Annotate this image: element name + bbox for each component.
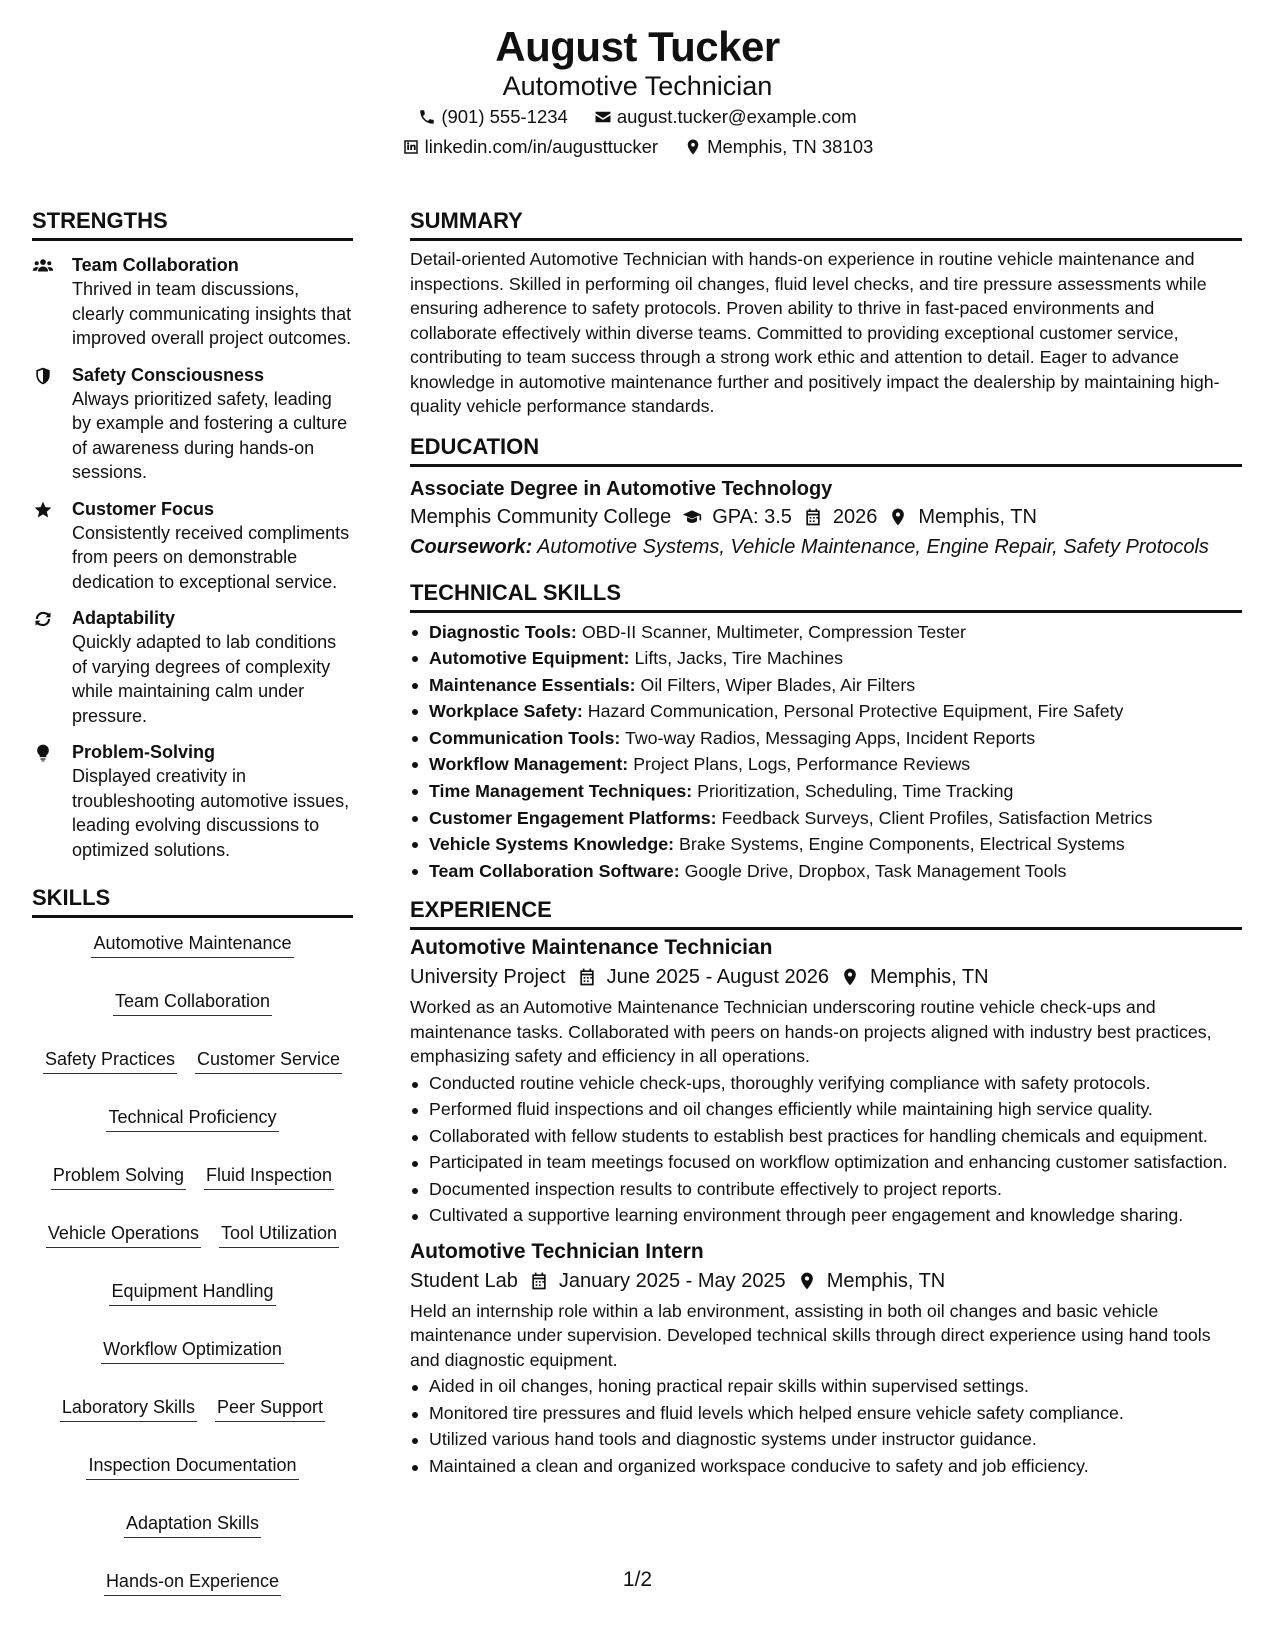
contact-row-2 (0, 132, 1275, 162)
strength-desc: Quickly adapted to lab conditions of varying degrees of complexity while maintaining calm under pressure. (72, 632, 337, 726)
calendar-icon (577, 967, 597, 987)
skill-chip: Hands-on Experience (104, 1570, 281, 1596)
skill-chip: Automotive Maintenance (91, 932, 293, 958)
summary-text: Detail-oriented Automotive Technician with hands-on experience in routine vehicle maintenance and inspections. Skilled in performing oil changes, fluid level checks, and tire pressure assessments while ensuring adherence to safety protocols. Proven ability to thrive in fast-paced environments and collaborate effectively within diverse teams. Committed to providing exceptional customer service, contributing to team success through a strong work ethic and attention to detail. Eager to advance knowledge in automotive maintenance further and positively impact the dealership by maintaining high-quality vehicle performance standards. (410, 249, 1220, 416)
list-item: Communication Tools: Two-way Radios, Messaging Apps, Incident Reports (410, 725, 1242, 752)
refresh-icon (32, 609, 54, 629)
job-dates: January 2025 - May 2025 (558, 1269, 786, 1292)
school-name: Memphis Community College (410, 505, 672, 528)
star-icon (32, 500, 54, 520)
job-title: Automotive Maintenance Technician (410, 936, 773, 960)
skill-chip: Safety Practices (43, 1048, 177, 1074)
job-meta (410, 1266, 1242, 1296)
coursework-label: Coursework: (410, 535, 533, 558)
list-item: Time Management Techniques: Prioritization, Scheduling, Time Tracking (410, 778, 1242, 805)
list-item: Conducted routine vehicle check-ups, thoroughly verifying compliance with safety protocols. (410, 1071, 1242, 1096)
list-item: Documented inspection results to contribute effectively to project reports. (410, 1177, 1242, 1202)
list-item: Workflow Management: Project Plans, Logs, Performance Reviews (410, 751, 1242, 778)
job-bullets (410, 1374, 1242, 1478)
skill-chip: Peer Support (215, 1396, 325, 1422)
right-column (410, 207, 1242, 1478)
location-text: Memphis, TN 38103 (707, 136, 874, 157)
list-item: Performed fluid inspections and oil changes efficiently while maintaining high service quality. (410, 1097, 1242, 1122)
skill-chip: Adaptation Skills (124, 1512, 261, 1538)
strengths-heading: STRENGTHS (32, 207, 353, 241)
coursework-line (410, 532, 1242, 562)
location-item (684, 132, 873, 162)
school-location: Memphis, TN (918, 505, 1037, 528)
job-entry (410, 934, 1242, 1228)
job-location: Memphis, TN (870, 966, 989, 989)
skill-chip: Laboratory Skills (60, 1396, 197, 1422)
skill-chip: Fluid Inspection (204, 1164, 334, 1190)
skill-chip: Customer Service (195, 1048, 342, 1074)
job-description: Held an internship role within a lab environment, assisting in both oil changes and basic vehicle maintenance under supervision. Developed technical skills through direct experience using hand tools and diagnostic equipment. (410, 1300, 1211, 1370)
strength-item (32, 606, 353, 728)
strength-desc: Consistently received compliments from peers on demonstrable dedication to exceptional service. (72, 522, 350, 592)
list-item: Utilized various hand tools and diagnostic systems under instructor guidance. (410, 1427, 1242, 1452)
summary-heading: SUMMARY (410, 207, 1242, 241)
skills-heading: SKILLS (32, 884, 353, 918)
strength-desc: Displayed creativity in troubleshooting automotive issues, leading evolving discussions to optimized solutions. (72, 766, 350, 860)
skill-chip: Problem Solving (51, 1164, 186, 1190)
location-pin-icon (888, 507, 908, 527)
candidate-title: Automotive Technician (502, 71, 773, 101)
linkedin-icon (402, 138, 420, 156)
job-bullets (410, 1071, 1242, 1228)
list-item: Collaborated with fellow students to establish best practices for handling chemicals and equipment. (410, 1124, 1242, 1149)
education-heading: EDUCATION (410, 433, 1242, 467)
skill-chip: Team Collaboration (113, 990, 272, 1016)
education-meta (410, 502, 1242, 532)
strength-title: Team Collaboration (72, 255, 239, 275)
job-org: University Project (410, 966, 566, 989)
skill-chip: Technical Proficiency (106, 1106, 278, 1132)
graduation-year: 2026 (832, 505, 878, 528)
degree-name: Associate Degree in Automotive Technology (410, 477, 833, 500)
list-item: Maintenance Essentials: Oil Filters, Wiper Blades, Air Filters (410, 672, 1242, 699)
list-item: Team Collaboration Software: Google Drive, Dropbox, Task Management Tools (410, 858, 1242, 885)
lightbulb-icon (32, 743, 54, 763)
calendar-icon (529, 1271, 549, 1291)
linkedin-text[interactable]: linkedin.com/in/augusttucker (424, 136, 659, 157)
resume-header (0, 22, 1275, 162)
skill-chip: Tool Utilization (219, 1222, 339, 1248)
contact-row-1 (0, 102, 1275, 132)
left-column (32, 207, 353, 1596)
strength-item (32, 497, 353, 595)
strength-desc: Thrived in team discussions, clearly communicating insights that improved overall project outcomes. (72, 279, 352, 348)
strength-title: Problem-Solving (72, 742, 216, 762)
linkedin-item[interactable] (402, 132, 658, 162)
job-entry (410, 1238, 1242, 1479)
email-text[interactable]: august.tucker@example.com (616, 106, 857, 127)
phone-item (418, 102, 568, 132)
job-org: Student Lab (410, 1269, 518, 1292)
job-meta (410, 962, 1242, 992)
skills-list (32, 932, 353, 1596)
page-number: 1/2 (622, 1568, 653, 1591)
list-item: Maintained a clean and organized workspace conducive to safety and job efficiency. (410, 1454, 1242, 1479)
list-item: Diagnostic Tools: OBD-II Scanner, Multimeter, Compression Tester (410, 619, 1242, 646)
location-pin-icon (797, 1271, 817, 1291)
job-dates: June 2025 - August 2026 (606, 966, 830, 989)
job-location: Memphis, TN (826, 1269, 946, 1292)
skill-chip: Inspection Documentation (86, 1454, 298, 1480)
strength-title: Customer Focus (72, 498, 215, 519)
experience-heading: EXPERIENCE (410, 896, 1242, 930)
list-item: Cultivated a supportive learning environment through peer engagement and knowledge sharing. (410, 1203, 1242, 1228)
envelope-icon (594, 108, 612, 126)
strength-item (32, 363, 353, 485)
skill-chip: Workflow Optimization (101, 1338, 284, 1364)
skill-chip: Vehicle Operations (46, 1222, 201, 1248)
skill-chip: Equipment Handling (109, 1280, 275, 1306)
phone-text: (901) 555-1234 (441, 106, 568, 127)
list-item: Workplace Safety: Hazard Communication, Personal Protective Equipment, Fire Safety (410, 698, 1242, 725)
calendar-icon (803, 507, 823, 527)
users-icon (32, 256, 54, 276)
strength-desc: Always prioritized safety, leading by example and fostering a culture of awareness during hands-on sessions. (72, 388, 348, 482)
list-item: Monitored tire pressures and fluid levels which helped ensure vehicle safety compliance. (410, 1401, 1242, 1426)
list-item: Automotive Equipment: Lifts, Jacks, Tire Machines (410, 645, 1242, 672)
gpa-text: GPA: 3.5 (712, 505, 792, 528)
list-item: Customer Engagement Platforms: Feedback Surveys, Client Profiles, Satisfaction Metrics (410, 805, 1242, 832)
technical-skills-heading: TECHNICAL SKILLS (410, 579, 1242, 613)
job-description: Worked as an Automotive Maintenance Technician underscoring routine vehicle check-ups and maintenance tasks. Collaborated with peers on hands-on projects aligned with industry best practices, emphasizing safety and efficiency in all operations. (410, 997, 1212, 1067)
list-item: Vehicle Systems Knowledge: Brake Systems, Engine Components, Electrical Systems (410, 831, 1242, 858)
strength-title: Safety Consciousness (72, 364, 265, 385)
candidate-name: August Tucker (495, 23, 780, 70)
location-pin-icon (684, 138, 702, 156)
list-item: Aided in oil changes, honing practical repair skills within supervised settings. (410, 1374, 1242, 1399)
strength-title: Adaptability (72, 608, 176, 628)
job-title: Automotive Technician Intern (410, 1239, 704, 1263)
strength-item (32, 740, 353, 862)
technical-skills-list (410, 619, 1242, 885)
phone-icon (418, 108, 436, 126)
coursework-text: Automotive Systems, Vehicle Maintenance, Engine Repair, Safety Protocols (537, 535, 1209, 558)
strength-item (32, 253, 353, 351)
email-item[interactable] (594, 102, 857, 132)
graduation-cap-icon (682, 507, 702, 527)
list-item: Participated in team meetings focused on workflow optimization and enhancing customer satisfaction. (410, 1150, 1242, 1175)
location-pin-icon (840, 967, 860, 987)
shield-icon (32, 366, 54, 386)
